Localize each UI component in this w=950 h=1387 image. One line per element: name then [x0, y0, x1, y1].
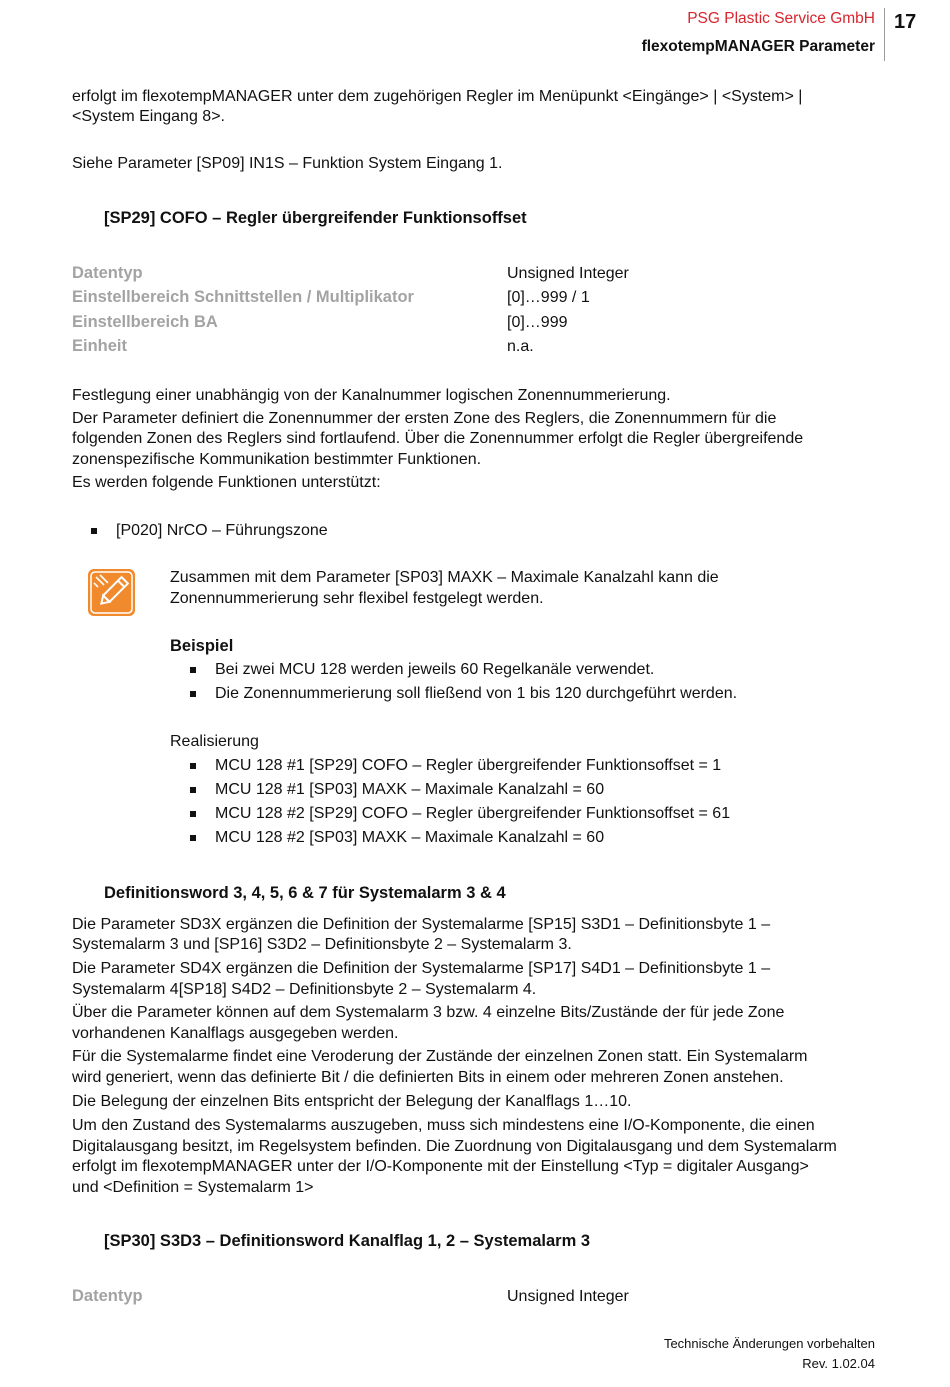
defword-line: Die Parameter SD3X ergänzen die Definition der Systemalarme [SP15] S3D1 – Definitionsbyte 1 –: [72, 916, 771, 933]
sp29-label-datentyp: Datentyp: [72, 264, 143, 282]
sp30-heading: [SP30] S3D3 – Definitionsword Kanalflag 1, 2 – Systemalarm 3: [104, 1232, 591, 1250]
sp29-label-einheit: Einheit: [72, 337, 128, 355]
defword-line: wird generiert, wenn das definierte Bit / die definierten Bits in einem oder mehreren Zonen anstehen.: [72, 1069, 784, 1086]
realisation-item: MCU 128 #1 [SP29] COFO – Regler übergreifender Funktionsoffset = 1: [215, 757, 722, 774]
defword-line: Die Belegung der einzelnen Bits entspricht der Belegung der Kanalflags 1…10.: [72, 1093, 632, 1110]
example-item: Die Zonennummerierung soll fließend von 1 bis 120 durchgeführt werden.: [215, 685, 738, 702]
defword-line: und <Definition = Systemalarm 1>: [72, 1179, 314, 1196]
sp30-value-datentyp: Unsigned Integer: [507, 1288, 629, 1305]
sp29-desc-3: Es werden folgende Funktionen unterstützt:: [72, 474, 381, 491]
note-pencil-icon: [88, 569, 135, 616]
sp29-value-einstellbereich-ba: [0]…999: [507, 314, 568, 331]
bullet-square-icon: [190, 811, 196, 817]
realisation-item: MCU 128 #1 [SP03] MAXK – Maximale Kanalzahl = 60: [215, 781, 605, 798]
realisation-item: MCU 128 #2 [SP29] COFO – Regler übergreifender Funktionsoffset = 61: [215, 805, 731, 822]
defword-line: Digitalausgang besitzt, im Regelsystem befinden. Die Zuordnung von Digitalausgang und dem Systemalarm: [72, 1138, 837, 1155]
sp29-label-einstellbereich-ba: Einstellbereich BA: [72, 313, 218, 331]
note-line-1: Zusammen mit dem Parameter [SP03] MAXK – Maximale Kanalzahl kann die: [170, 569, 719, 586]
realisation-item: MCU 128 #2 [SP03] MAXK – Maximale Kanalzahl = 60: [215, 829, 605, 846]
bullet-square-icon: [190, 691, 196, 697]
intro-line-1: erfolgt im flexotempMANAGER unter dem zugehörigen Regler im Menüpunkt <Eingänge> | <System> |: [72, 88, 803, 105]
sp29-desc-2-line-1: Der Parameter definiert die Zonennummer der ersten Zone des Reglers, die Zonennummern für die: [72, 410, 777, 427]
bullet-square-icon: [190, 787, 196, 793]
footer-disclaimer: Technische Änderungen vorbehalten: [663, 1336, 875, 1351]
note-line-2: Zonennummerierung sehr flexibel festgelegt werden.: [170, 590, 544, 607]
page-number: 17: [894, 11, 917, 33]
sp29-value-datentyp: Unsigned Integer: [507, 265, 629, 282]
sp29-heading: [SP29] COFO – Regler übergreifender Funktionsoffset: [104, 209, 527, 227]
example-item: Bei zwei MCU 128 werden jeweils 60 Regelkanäle verwendet.: [215, 661, 655, 678]
sp29-desc-2-line-2: folgenden Zonen des Reglers sind fortlaufend. Über die Zonennummer erfolgt die Regler übergreifende: [72, 430, 804, 447]
intro-see-also: Siehe Parameter [SP09] IN1S – Funktion System Eingang 1.: [72, 155, 503, 172]
defword-line: Die Parameter SD4X ergänzen die Definition der Systemalarme [SP17] S4D1 – Definitionsbyte 1 –: [72, 960, 771, 977]
defword-line: Systemalarm 4[SP18] S4D2 – Definitionsbyte 2 – Systemalarm 4.: [72, 981, 537, 998]
bullet-square-icon: [190, 835, 196, 841]
realisation-heading: Realisierung: [170, 733, 259, 750]
defword-line: erfolgt im flexotempMANAGER unter der I/O-Komponente mit der Einstellung <Typ = digitaler Ausgang>: [72, 1158, 809, 1175]
defword-heading: Definitionsword 3, 4, 5, 6 & 7 für Systemalarm 3 & 4: [104, 884, 506, 902]
bullet-square-icon: [190, 667, 196, 673]
defword-line: Für die Systemalarme findet eine Veroderung der Zustände der einzelnen Zonen statt. Ein Systemalarm: [72, 1048, 808, 1065]
sp29-desc-2-line-3: zonenspezifische Kommunikation bestimmter Funktionen.: [72, 451, 482, 468]
sp29-label-einstellbereich-schnittstellen: Einstellbereich Schnittstellen / Multiplikator: [72, 288, 414, 306]
footer-revision: Rev. 1.02.04: [802, 1356, 875, 1371]
bullet-square-icon: [190, 763, 196, 769]
defword-line: vorhandenen Kanalflags ausgegeben werden.: [72, 1025, 399, 1042]
sp29-function-item: [P020] NrCO – Führungszone: [116, 522, 328, 539]
intro-line-2: <System Eingang 8>.: [72, 108, 225, 125]
bullet-square-icon: [91, 528, 97, 534]
sp29-value-einstellbereich-schnittstellen: [0]…999 / 1: [507, 289, 590, 306]
sp30-label-datentyp: Datentyp: [72, 1287, 143, 1305]
header-title: flexotempMANAGER Parameter: [641, 38, 875, 55]
header-divider: [884, 8, 885, 61]
defword-line: Über die Parameter können auf dem Systemalarm 3 bzw. 4 einzelne Bits/Zustände der für jede Zone: [72, 1004, 785, 1021]
sp29-desc-1: Festlegung einer unabhängig von der Kanalnummer logischen Zonennummerierung.: [72, 387, 671, 404]
header-company: PSG Plastic Service GmbH: [687, 10, 875, 27]
defword-line: Systemalarm 3 und [SP16] S3D2 – Definitionsbyte 2 – Systemalarm 3.: [72, 936, 572, 953]
example-heading: Beispiel: [170, 637, 234, 655]
defword-line: Um den Zustand des Systemalarms auszugeben, muss sich mindestens eine I/O-Komponente, die einen: [72, 1117, 815, 1134]
sp29-value-einheit: n.a.: [507, 338, 534, 355]
